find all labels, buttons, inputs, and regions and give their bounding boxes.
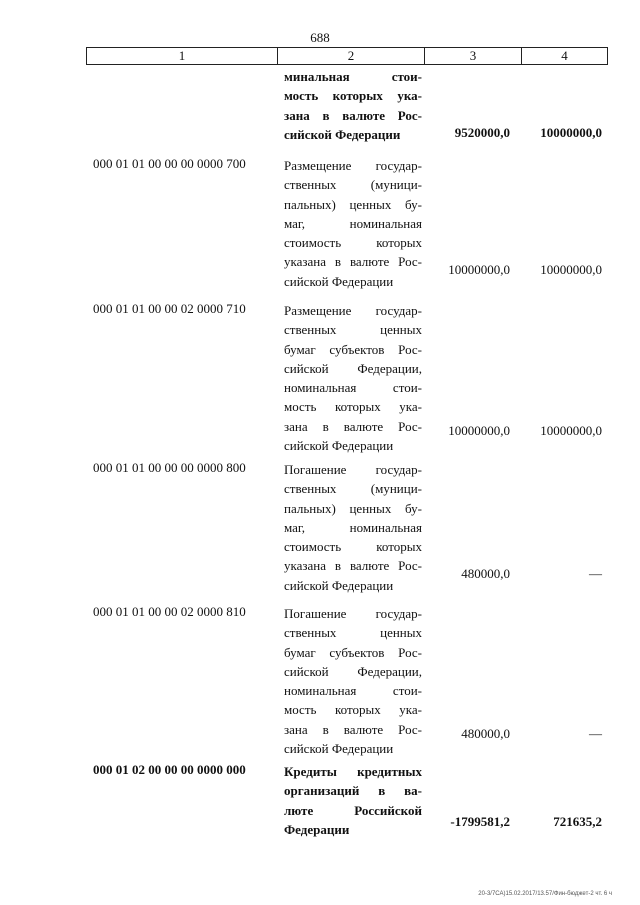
description-line: Размещение государ- bbox=[284, 303, 422, 318]
value-col3: -1799581,2 bbox=[450, 814, 510, 829]
description-line: стоимость которых bbox=[284, 539, 422, 555]
row-description bbox=[284, 460, 422, 595]
description-line: Погашение государ- bbox=[284, 462, 422, 477]
description-line: зана в валюте Рос- bbox=[284, 107, 422, 123]
value-col4: 10000000,0 bbox=[540, 125, 602, 140]
column-header-2: 2 bbox=[277, 48, 424, 64]
print-footer: 20-3/7СА)15.02.2017/13.57/Фин-бюджет-2 чт. 6 ч bbox=[478, 891, 612, 897]
description-line: маг, номинальная bbox=[284, 519, 422, 535]
description-line: сийской Федерации, bbox=[284, 360, 422, 376]
description-line: пальных) ценных бу- bbox=[284, 196, 422, 212]
column-header-1: 1 bbox=[178, 48, 186, 63]
description-line: ственных (муници- bbox=[284, 481, 422, 497]
description-line: мость которых ука- bbox=[284, 702, 422, 718]
description-line: сийской Федерации bbox=[284, 577, 394, 593]
column-header-row bbox=[86, 47, 608, 65]
description-line: люте Российской bbox=[284, 802, 422, 818]
column-header-3: 3 bbox=[424, 48, 521, 64]
description-line: Федерации bbox=[284, 821, 350, 837]
description-line: сийской Федерации bbox=[284, 438, 394, 454]
description-line: зана в валюте Рос- bbox=[284, 721, 422, 737]
value-col4: 10000000,0 bbox=[540, 423, 602, 438]
description-line: стоимость которых bbox=[284, 235, 422, 251]
value-col3: 10000000,0 bbox=[448, 262, 510, 277]
description-line: номинальная стои- bbox=[284, 380, 422, 396]
row-description bbox=[284, 762, 422, 839]
description-line: ственных ценных bbox=[284, 322, 422, 338]
description-line: сийской Федерации bbox=[284, 273, 394, 289]
description-line: сийской Федерации, bbox=[284, 663, 422, 679]
description-line: сийской Федерации bbox=[284, 126, 401, 142]
description-line: маг, номинальная bbox=[284, 215, 422, 231]
value-col4: 10000000,0 bbox=[540, 262, 602, 277]
row-code: 000 01 02 00 00 00 0000 000 bbox=[93, 762, 246, 777]
description-line: указана в валюте Рос- bbox=[284, 254, 422, 270]
description-line: указана в валюте Рос- bbox=[284, 558, 422, 574]
description-line: организаций в ва- bbox=[284, 783, 422, 799]
row-description bbox=[284, 301, 422, 455]
value-col3: 9520000,0 bbox=[454, 125, 510, 140]
row-description bbox=[284, 67, 422, 144]
description-line: ственных (муници- bbox=[284, 177, 422, 193]
description-line: минальная стои- bbox=[284, 69, 422, 84]
page-number: 688 bbox=[310, 30, 330, 45]
description-line: сийской Федерации bbox=[284, 741, 394, 757]
description-line: номинальная стои- bbox=[284, 683, 422, 699]
row-description bbox=[284, 156, 422, 291]
description-line: ственных ценных bbox=[284, 625, 422, 641]
row-description bbox=[284, 604, 422, 758]
value-col3: 480000,0 bbox=[461, 726, 510, 741]
description-line: зана в валюте Рос- bbox=[284, 418, 422, 434]
description-line: бумаг субъектов Рос- bbox=[284, 341, 422, 357]
value-col3: 10000000,0 bbox=[448, 423, 510, 438]
description-line: мость которых ука- bbox=[284, 88, 422, 104]
description-line: бумаг субъектов Рос- bbox=[284, 644, 422, 660]
value-col3: 480000,0 bbox=[461, 566, 510, 581]
row-code: 000 01 01 00 00 02 0000 710 bbox=[93, 301, 246, 316]
value-col4: 721635,2 bbox=[553, 814, 602, 829]
value-col4: — bbox=[589, 566, 602, 581]
description-line: мость которых ука- bbox=[284, 399, 422, 415]
description-line: Кредиты кредитных bbox=[284, 764, 422, 779]
column-header-4: 4 bbox=[521, 48, 607, 64]
description-line: пальных) ценных бу- bbox=[284, 500, 422, 516]
row-code: 000 01 01 00 00 02 0000 810 bbox=[93, 604, 246, 619]
row-code: 000 01 01 00 00 00 0000 700 bbox=[93, 156, 246, 171]
row-code: 000 01 01 00 00 00 0000 800 bbox=[93, 460, 246, 475]
description-line: Размещение государ- bbox=[284, 158, 422, 173]
description-line: Погашение государ- bbox=[284, 606, 422, 621]
value-col4: — bbox=[589, 726, 602, 741]
